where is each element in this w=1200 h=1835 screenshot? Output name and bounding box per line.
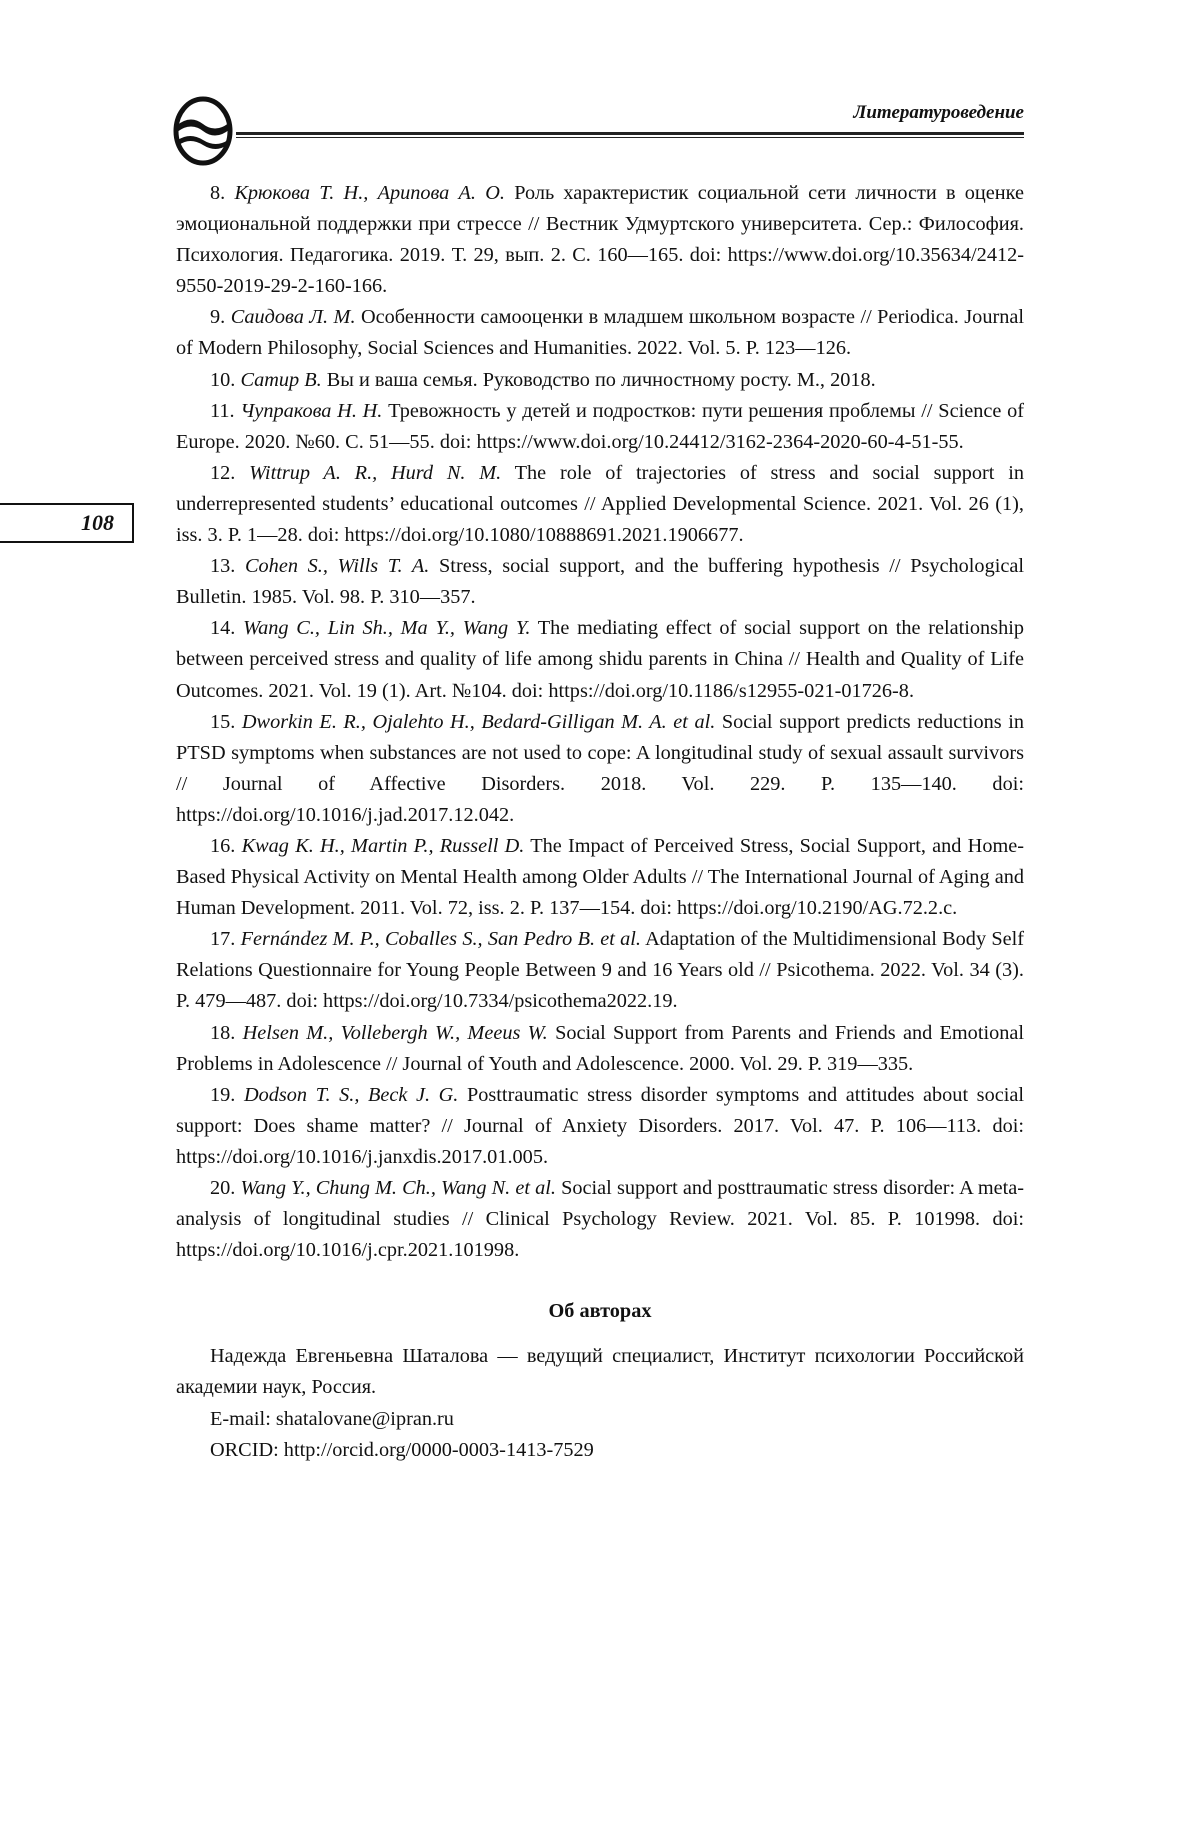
reference-item <box>176 1018 1024 1080</box>
reference-item <box>176 831 1024 924</box>
reference-authors: Fernández M. P., Coballes S., San Pedro B. et al. <box>240 928 642 951</box>
reference-authors: Cohen S., Wills T. A. <box>245 555 430 578</box>
reference-authors: Wang C., Lin Sh., Ma Y., Wang Y. <box>243 617 531 640</box>
reference-number: 10. <box>210 368 236 391</box>
reference-item <box>176 707 1024 831</box>
reference-authors: Саидова Л. М. <box>230 306 356 329</box>
reference-authors: Крюкова Т. Н., Арипова А. О. <box>234 182 505 204</box>
reference-authors: Helsen M., Vollebergh W., Meeus W. <box>242 1021 548 1044</box>
reference-text: Posttraumatic stress disorder symptoms and attitudes about social support: Does shame matter? // Journal of Anxiety Disorders. 2017. Vol. 47. P. 106—113. doi: https://doi.org/10.1016/j.janxdis.2017.01.005. <box>176 1083 1024 1168</box>
reference-number: 8. <box>210 182 226 204</box>
reference-list <box>176 178 1024 1266</box>
reference-authors: Сатир В. <box>240 368 322 391</box>
reference-text: The Impact of Perceived Stress, Social Support, and Home-Based Physical Activity on Mental Health among Older Adults // The International Journal of Aging and Human Development. 2011. Vol. 72, iss. 2. P. 137—154. doi: https://doi.org/10.2190/AG.72.2.c. <box>176 834 1024 920</box>
reference-number: 20. <box>210 1177 236 1199</box>
reference-text: Social support predicts reductions in PTSD symptoms when substances are not used to cope: A longitudinal study of sexual assault survivors // Journal of Affective Disorders. 2018. Vol. 229. P. 135—140. doi: https://doi.org/10.1016/j.jad.2017.12.042. <box>176 710 1024 826</box>
reference-text: Adaptation of the Multidimensional Body Self Relations Questionnaire for Young People Between 9 and 16 Years old // Psicothema. 2022. Vol. 34 (3). P. 479—487. doi: https://doi.org/10.7334/psicothema2022.19. <box>176 928 1025 1013</box>
reference-number: 15. <box>210 710 236 733</box>
reference-item <box>176 1080 1024 1173</box>
reference-number: 16. <box>210 834 236 857</box>
reference-text: Вы и ваша семья. Руководство по личностному росту. М., 2018. <box>326 368 876 391</box>
reference-item <box>176 924 1024 1017</box>
about-authors-heading: Об авторах <box>548 1300 652 1323</box>
reference-text: The mediating effect of social support on the relationship between perceived stress and quality of life among shidu parents in China // Health and Quality of Life Outcomes. 2021. Vol. 19 (1). Art. №104. doi: https://doi.org/10.1186/s12955-021-01726-8. <box>176 617 1024 702</box>
reference-item <box>176 302 1024 364</box>
page-number: 108 <box>0 503 134 543</box>
reference-item <box>176 458 1024 551</box>
reference-item <box>176 1173 1024 1266</box>
reference-item <box>176 613 1024 706</box>
reference-text: Social support and posttraumatic stress disorder: A meta-analysis of longitudinal studies // Clinical Psychology Review. 2021. Vol. 85. P. 101998. doi: https://doi.org/10.1016/j.cpr.2021.101998. <box>176 1177 1024 1262</box>
reference-text: Роль характеристик социальной сети личности в оценке эмоциональной поддержки при стрессе // Вестник Удмуртского университета. Сер.: Философия. Психология. Педагогика. 2019. Т. 29, вып. 2. С. 160—165. doi: https://www.doi.org/10.35634/2412-9550-2019-29-2-160-166. <box>176 182 1024 298</box>
author-orcid: ORCID: http://orcid.org/0000-0003-1413-7529 <box>210 1438 594 1461</box>
section-title: Литературоведение <box>853 102 1024 123</box>
reference-number: 9. <box>210 306 226 329</box>
reference-authors: Dworkin E. R., Ojalehto H., Bedard-Gilligan M. A. et al. <box>241 710 716 733</box>
reference-text: Особенности самооценки в младшем школьном возрасте // Periodica. Journal of Modern Philosophy, Social Sciences and Humanities. 2022. Vol. 5. P. 123—126. <box>176 306 1024 360</box>
page-content <box>176 178 1024 1466</box>
reference-number: 19. <box>210 1083 236 1106</box>
reference-number: 18. <box>210 1021 236 1044</box>
header-rule <box>236 132 1024 135</box>
reference-number: 12. <box>210 461 236 484</box>
reference-number: 11. <box>210 399 235 422</box>
reference-item <box>176 551 1024 613</box>
reference-text: Stress, social support, and the buffering hypothesis // Psychological Bulletin. 1985. Vol. 98. P. 310—357. <box>176 555 1024 609</box>
journal-logo-icon <box>172 96 234 166</box>
reference-authors: Wang Y., Chung M. Ch., Wang N. et al. <box>240 1177 556 1199</box>
reference-authors: Чупракова Н. Н. <box>240 399 383 422</box>
reference-number: 14. <box>210 617 236 640</box>
reference-item <box>176 396 1024 458</box>
reference-item <box>176 365 1024 396</box>
reference-authors: Dodson T. S., Beck J. G. <box>243 1083 459 1106</box>
reference-text: Тревожность у детей и подростков: пути решения проблемы // Science of Europe. 2020. №60. С. 51—55. doi: https://www.doi.org/10.24412/3162-2364-2020-60-4-51-55. <box>176 399 1024 453</box>
reference-item <box>176 178 1024 302</box>
reference-authors: Wittrup A. R., Hurd N. M. <box>249 461 502 484</box>
reference-text: The role of trajectories of stress and social support in underrepresented students’ educational outcomes // Applied Developmental Science. 2021. Vol. 26 (1), iss. 3. P. 1—28. doi: https://doi.org/10.1080/10888691.2021.1906677. <box>176 461 1024 547</box>
author-bio: Надежда Евгеньевна Шаталова — ведущий специалист, Институт психологии Российской академии наук, Россия. <box>176 1345 1024 1399</box>
header-rule-thin <box>236 137 1024 138</box>
reference-number: 13. <box>210 555 236 578</box>
reference-number: 17. <box>210 928 236 951</box>
author-email: E-mail: shatalovane@ipran.ru <box>210 1407 454 1430</box>
reference-authors: Kwag K. H., Martin P., Russell D. <box>241 834 525 857</box>
reference-text: Social Support from Parents and Friends and Emotional Problems in Adolescence // Journal of Youth and Adolescence. 2000. Vol. 29. P. 319—335. <box>176 1021 1025 1075</box>
